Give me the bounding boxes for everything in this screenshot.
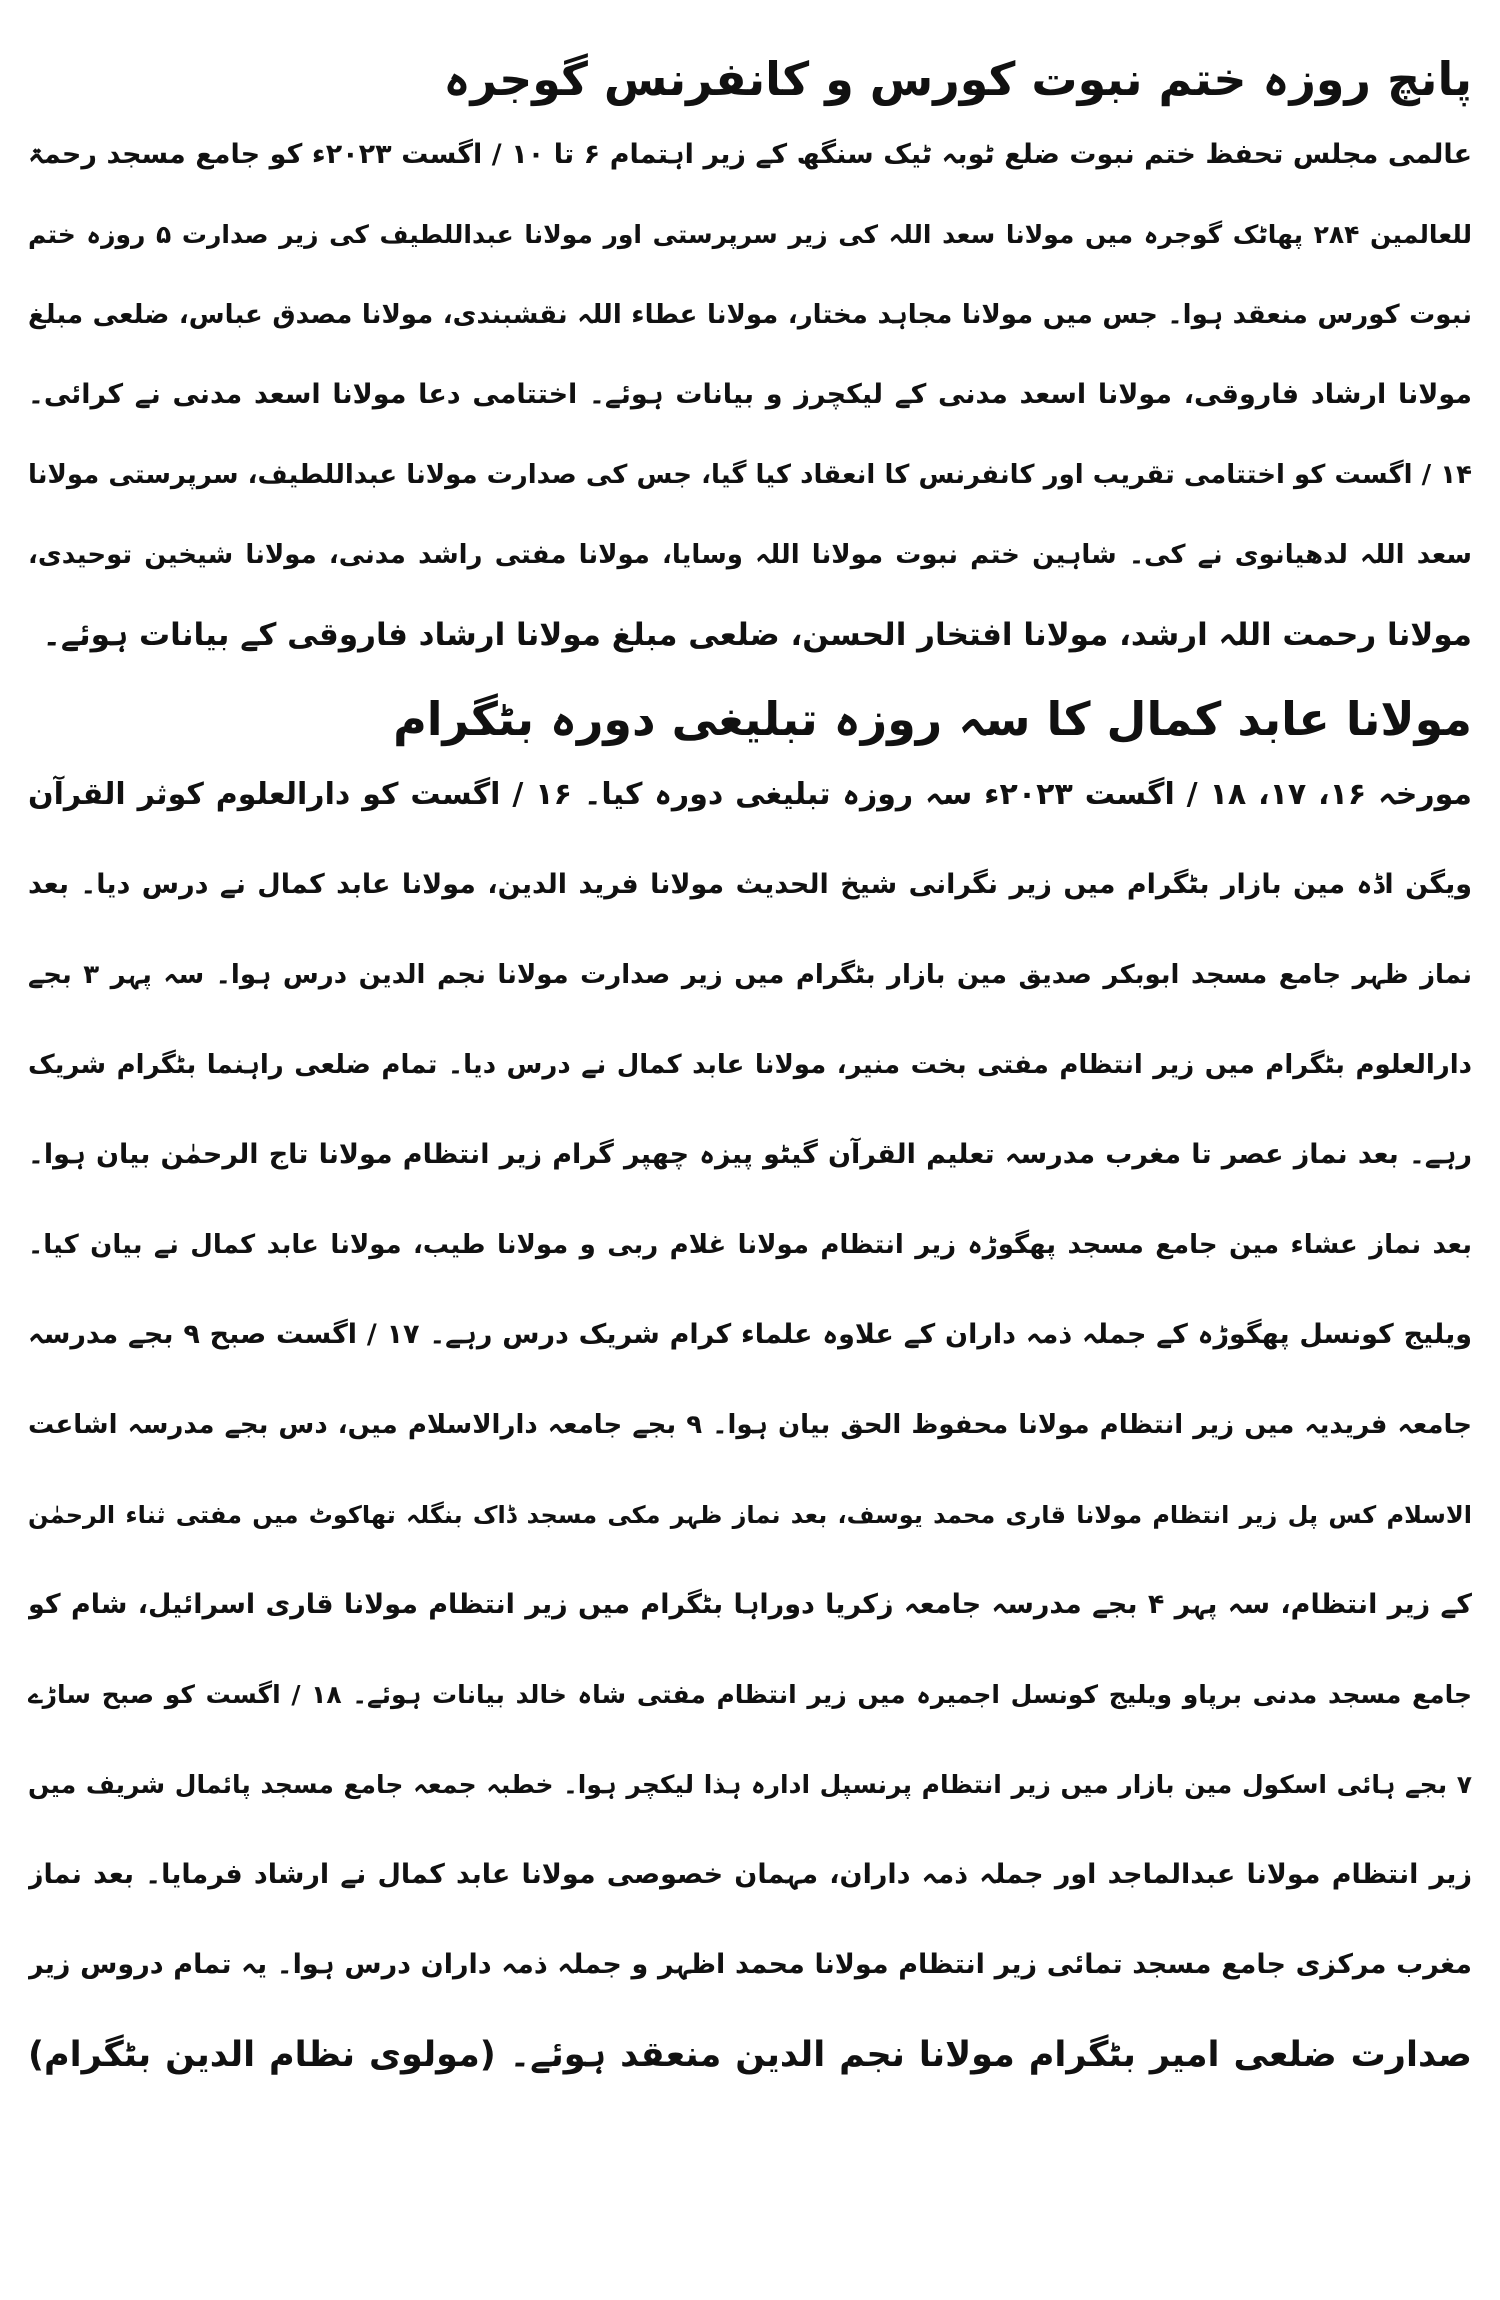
article-2-line: نماز ظہر جامع مسجد ابوبکر صدیق مین بازار بٹگرام میں زیر صدارت مولانا نجم الدین درس ہوا۔ سہ پہر ۳ بجے: [28, 960, 1472, 990]
article-1-line: عالمی مجلس تحفظ ختم نبوت ضلع ٹوبہ ٹیک سنگھ کے زیر اہتمام ۶ تا ۱۰ / اگست ۲۰۲۳ء کو جامع مسجد رحمۃ: [28, 139, 1472, 170]
article-1-line: ۱۴ / اگست کو اختتامی تقریب اور کانفرنس کا انعقاد کیا گیا، جس کی صدارت مولانا عبداللطیف، سرپرستی مولانا: [28, 460, 1472, 490]
article-2-line: دارالعلوم بٹگرام میں زیر انتظام مفتی بخت منیر، مولانا عابد کمال نے درس دیا۔ تمام ضلعی راہنما بٹگرام شریک: [28, 1050, 1472, 1080]
article-1-line: مولانا ارشاد فاروقی، مولانا اسعد مدنی کے لیکچرز و بیانات ہوئے۔ اختتامی دعا مولانا اسعد مدنی نے کرائی۔: [28, 379, 1472, 410]
article-1-line: نبوت کورس منعقد ہوا۔ جس میں مولانا مجاہد مختار، مولانا عطاء اللہ نقشبندی، مولانا مصدق عباس، ضلعی مبلغ: [28, 300, 1472, 330]
article-2-heading: مولانا عابد کمال کا سہ روزہ تبلیغی دورہ بٹگرام: [393, 692, 1472, 746]
article-1-line: سعد اللہ لدھیانوی نے کی۔ شاہین ختم نبوت مولانا اللہ وسایا، مولانا مفتی راشد مدنی، مولانا شیخین توحیدی،: [28, 540, 1472, 570]
article-2-line: جامعہ فریدیہ میں زیر انتظام مولانا محفوظ الحق بیان ہوا۔ ۹ بجے جامعہ دارالاسلام میں، دس بجے مدرسہ اشاعت: [28, 1410, 1472, 1440]
article-2-line: صدارت ضلعی امیر بٹگرام مولانا نجم الدین منعقد ہوئے۔ (مولوی نظام الدین بٹگرام): [28, 2035, 1472, 2075]
article-1-line: للعالمین ۲۸۴ پھاٹک گوجرہ میں مولانا سعد اللہ کی زیر سرپرستی اور مولانا عبداللطیف کی زیر صدارت ۵ روزہ ختم: [28, 220, 1472, 249]
article-2-line: زیر انتظام مولانا عبدالماجد اور جملہ ذمہ داران، مہمان خصوصی مولانا عابد کمال نے ارشاد فرمایا۔ بعد نماز: [28, 1859, 1472, 1890]
article-2-line: مغرب مرکزی جامع مسجد تمائی زیر انتظام مولانا محمد اظہر و جملہ ذمہ داران درس ہوا۔ یہ تمام دروس زیر: [28, 1949, 1472, 1980]
document-page: [28, 40, 1472, 2270]
article-2-line: مورخہ ۱۶، ۱۷، ۱۸ / اگست ۲۰۲۳ء سہ روزہ تبلیغی دورہ کیا۔ ۱۶ / اگست کو دارالعلوم کوثر القرآن: [28, 777, 1472, 812]
article-2-line: ویگن اڈہ مین بازار بٹگرام میں زیر نگرانی شیخ الحدیث مولانا فرید الدین، مولانا عابد کمال نے درس دیا۔ بعد: [28, 869, 1472, 900]
article-2-line: بعد نماز عشاء مین جامع مسجد پھگوڑہ زیر انتظام مولانا غلام ربی و مولانا طیب، مولانا عابد کمال نے بیان کیا۔: [28, 1230, 1472, 1260]
article-2-line: الاسلام کس پل زیر انتظام مولانا قاری محمد یوسف، بعد نماز ظہر مکی مسجد ڈاک بنگلہ تھاکوٹ میں مفتی ثناء الرحمٰن: [28, 1501, 1472, 1529]
article-2-line: ۷ بجے ہائی اسکول مین بازار میں زیر انتظام پرنسپل ادارہ ہذا لیکچر ہوا۔ خطبہ جمعہ جامع مسجد پائمال شریف میں: [28, 1770, 1472, 1799]
article-2-line: جامع مسجد مدنی برپاو ویلیج کونسل اجمیرہ میں زیر انتظام مفتی شاہ خالد بیانات ہوئے۔ ۱۸ / اگست کو صبح ساڑے: [28, 1680, 1472, 1709]
article-1-heading: پانچ روزہ ختم نبوت کورس و کانفرنس گوجرہ: [443, 52, 1472, 106]
article-1-line: مولانا رحمت اللہ ارشد، مولانا افتخار الحسن، ضلعی مبلغ مولانا ارشاد فاروقی کے بیانات ہوئے۔: [42, 617, 1472, 653]
article-2-line: ویلیج کونسل پھگوڑہ کے جملہ ذمہ داران کے علاوہ علماء کرام شریک درس رہے۔ ۱۷ / اگست صبح ۹ بجے مدرسہ: [28, 1319, 1472, 1350]
article-2-line: کے زیر انتظام، سہ پہر ۴ بجے مدرسہ جامعہ زکریا دوراہا بٹگرام میں زیر انتظام مولانا قاری اسرائیل، شام کو: [28, 1589, 1472, 1620]
article-2-line: رہے۔ بعد نماز عصر تا مغرب مدرسہ تعلیم القرآن گیٹو پیزہ چھپر گرام زیر انتظام مولانا تاج الرحمٰن بیان ہوا۔: [28, 1139, 1472, 1170]
